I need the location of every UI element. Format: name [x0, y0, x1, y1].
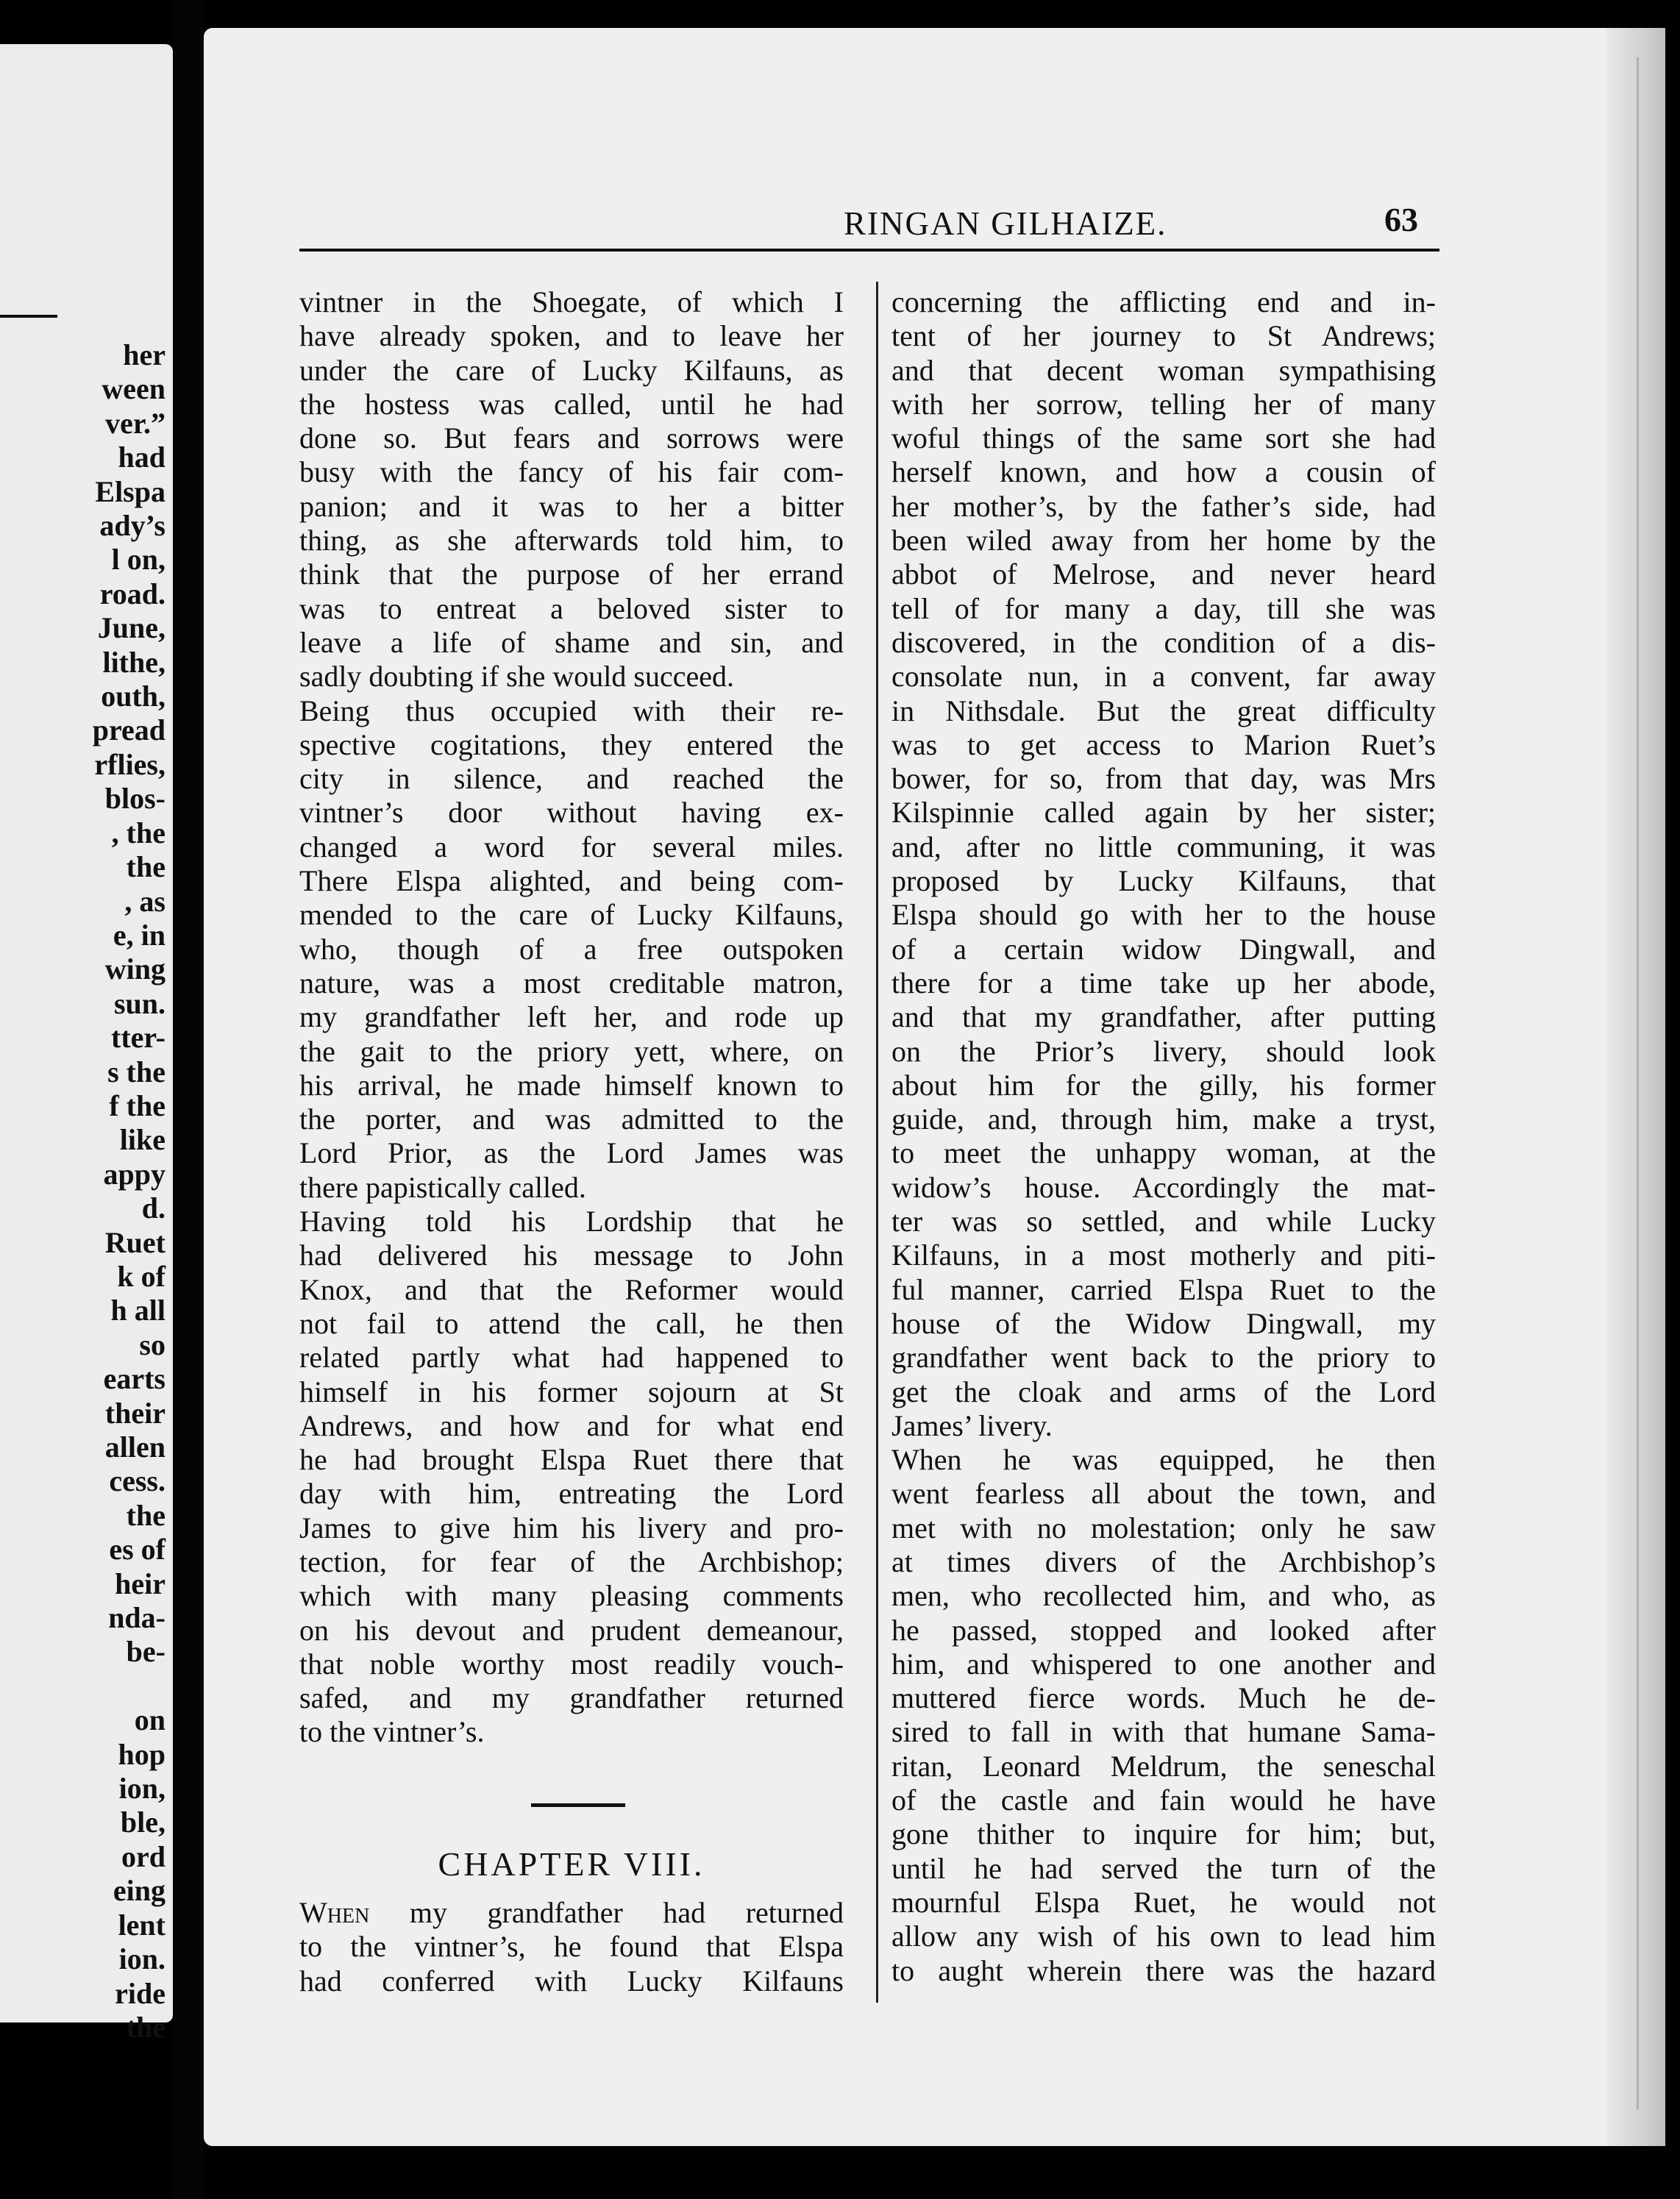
previous-page-fragment: had — [118, 441, 165, 474]
text-line: and, after no little communing, it was — [891, 830, 1436, 863]
text-line: of the castle and fain would he have — [891, 1783, 1436, 1817]
text-line: allow any wish of his own to lead him — [891, 1920, 1436, 1953]
text-line: day with him, entreating the Lord — [299, 1477, 844, 1511]
text-line: have already spoken, and to leave her — [299, 319, 844, 353]
text-line: on his devout and prudent demeanour, — [299, 1613, 844, 1647]
previous-page-fragment: ween — [102, 372, 165, 406]
previous-page-fragment: nda- — [108, 1601, 165, 1635]
text-line: was to entreat a beloved sister to — [299, 591, 844, 625]
previous-page-fragment: ady’s — [99, 509, 165, 543]
previous-page-fragment: eing — [113, 1874, 165, 1908]
previous-page-fragment: , as — [124, 884, 165, 918]
text-line: and that my grandfather, after putting — [891, 1000, 1436, 1034]
previous-page-fragment: ble, — [120, 1806, 165, 1839]
text-line: leave a life of shame and sin, and — [299, 625, 844, 659]
previous-page-fragment: Elspa — [95, 474, 165, 508]
text-line: nature, was a most creditable matron, — [299, 966, 844, 999]
text-line: discovered, in the condition of a dis- — [891, 625, 1436, 659]
running-title: RINGAN GILHAIZE. — [844, 205, 1167, 242]
text-line: there for a time take up her abode, — [891, 966, 1436, 999]
text-line: done so. But fears and sorrows were — [299, 421, 844, 455]
text-line: busy with the fancy of his fair com- — [299, 455, 844, 489]
text-line: Kilfauns, in a most motherly and piti- — [891, 1239, 1436, 1272]
chapter-opening-text — [299, 1896, 844, 1998]
text-line: muttered fierce words. Much he de- — [891, 1681, 1436, 1715]
text-line: safed, and my grandfather returned — [299, 1681, 844, 1715]
previous-page-fragment: blos- — [104, 782, 165, 816]
text-line: Kilspinnie called again by her sister; — [891, 796, 1436, 830]
text-line: to meet the unhappy woman, at the — [891, 1136, 1436, 1170]
previous-page-fragment: their — [104, 1396, 165, 1430]
text-line: tent of her journey to St Andrews; — [891, 319, 1436, 353]
previous-page-fragment: road. — [99, 577, 165, 610]
text-line: Lord Prior, as the Lord James was — [299, 1136, 844, 1170]
previous-page-fragment: cess. — [109, 1464, 165, 1498]
previous-page-fragment: her — [123, 338, 165, 371]
text-line: of a certain widow Dingwall, and — [891, 932, 1436, 966]
previous-page-fragment: the — [126, 2010, 165, 2044]
text-line: mournful Elspa Ruet, he would not — [891, 1885, 1436, 1919]
text-line: gone thither to inquire for him; but, — [891, 1817, 1436, 1851]
text-line: at times divers of the Archbishop’s — [891, 1544, 1436, 1578]
text-line: widow’s house. Accordingly the mat- — [891, 1170, 1436, 1204]
text-line: city in silence, and reached the — [299, 762, 844, 796]
previous-page-fragment: wing — [104, 952, 165, 986]
book-gutter — [173, 0, 204, 2199]
previous-page-fragment: sun. — [113, 986, 165, 1020]
previous-page-rule — [0, 315, 57, 318]
text-line: spective cogitations, they entered the — [299, 727, 844, 761]
text-line: mended to the care of Lucky Kilfauns, — [299, 898, 844, 932]
text-line: was to get access to Marion Ruet’s — [891, 727, 1436, 761]
text-line: under the care of Lucky Kilfauns, as — [299, 353, 844, 387]
previous-page-fragment: appy — [103, 1157, 165, 1191]
page-edge-shadow — [1606, 28, 1665, 2146]
text-line: until he had served the turn of the — [891, 1851, 1436, 1885]
text-line: abbot of Melrose, and never heard — [891, 557, 1436, 591]
left-column-text — [299, 285, 844, 1750]
previous-page-fragment: es of — [109, 1533, 165, 1567]
text-line: to the vintner’s, he found that Elspa — [299, 1930, 844, 1964]
chapter-first-line-rest: my grandfather had returned — [369, 1896, 844, 1929]
text-line: guide, and, through him, make a tryst, — [891, 1102, 1436, 1136]
right-column-text — [891, 285, 1436, 1988]
text-line: to aught wherein there was the hazard — [891, 1953, 1436, 1987]
previous-page-fragment: be- — [126, 1635, 165, 1669]
previous-page-fragment: ride — [115, 1976, 165, 2010]
text-line: sadly doubting if she would succeed. — [299, 660, 734, 694]
text-line: panion; and it was to her a bitter — [299, 489, 844, 523]
book-page — [204, 28, 1665, 2146]
text-line: himself in his former sojourn at St — [299, 1375, 844, 1408]
chapter-drop-word: When — [299, 1896, 370, 1929]
text-line: that noble worthy most readily vouch- — [299, 1647, 844, 1681]
text-line: When he was equipped, he then — [891, 1443, 1436, 1477]
previous-page-fragment: allen — [104, 1430, 165, 1464]
text-line: bower, for so, from that day, was Mrs — [891, 762, 1436, 796]
text-line: get the cloak and arms of the Lord — [891, 1375, 1436, 1408]
text-line: changed a word for several miles. — [299, 830, 844, 863]
previous-page-fragment: the — [126, 850, 165, 884]
text-line: Elspa should go with her to the house — [891, 898, 1436, 932]
text-line: tection, for fear of the Archbishop; — [299, 1544, 844, 1578]
header-rule — [299, 249, 1439, 252]
text-line: the porter, and was admitted to the — [299, 1102, 844, 1136]
text-line: ter was so settled, and while Lucky — [891, 1205, 1436, 1239]
previous-page-text-fragments — [93, 338, 165, 2045]
text-line: concerning the afflicting end and in- — [891, 285, 1436, 318]
text-line: vintner in the Shoegate, of which I — [299, 285, 844, 318]
previous-page-fragment: l on, — [111, 543, 165, 577]
page-number: 63 — [1384, 201, 1418, 238]
text-line: her mother’s, by the father’s side, had — [891, 489, 1436, 523]
text-line: thing, as she afterwards told him, to — [299, 524, 844, 557]
text-line: with her sorrow, telling her of many — [891, 387, 1436, 421]
previous-page-fragment — [93, 1669, 165, 1703]
text-line: vintner’s door without having ex- — [299, 796, 844, 830]
text-line: on the Prior’s livery, should look — [891, 1034, 1436, 1068]
text-line: sired to fall in with that humane Sama- — [891, 1715, 1436, 1749]
text-line: my grandfather left her, and rode up — [299, 1000, 844, 1034]
text-line: not fail to attend the call, he then — [299, 1306, 844, 1340]
text-line: ful manner, carried Elspa Ruet to the — [891, 1272, 1436, 1306]
text-line: ritan, Leonard Meldrum, the seneschal — [891, 1749, 1436, 1783]
previous-page-fragment: rflies, — [94, 747, 165, 781]
text-line: about him for the gilly, his former — [891, 1068, 1436, 1102]
chapter-heading: CHAPTER VIII. — [438, 1845, 705, 1883]
text-line: and that decent woman sympathising — [891, 353, 1436, 387]
text-line: he passed, stopped and looked after — [891, 1613, 1436, 1647]
previous-page-fragment: earts — [103, 1362, 165, 1396]
text-line: him, and whispered to one another and — [891, 1647, 1436, 1681]
previous-page-fragment: e, in — [113, 918, 165, 952]
text-line: proposed by Lucky Kilfauns, that — [891, 864, 1436, 898]
previous-page-fragment: lent — [118, 1908, 165, 1942]
text-line: related partly what had happened to — [299, 1341, 844, 1375]
previous-page-edge — [0, 44, 173, 2044]
text-line: the hostess was called, until he had — [299, 387, 844, 421]
previous-page-fragment: ord — [121, 1839, 165, 1873]
previous-page-fragment: , the — [111, 816, 165, 849]
previous-page-fragment: lithe, — [102, 645, 165, 679]
text-line: in Nithsdale. But the great difficulty — [891, 694, 1436, 727]
previous-page-fragment: ion. — [118, 1942, 165, 1976]
text-line: Knox, and that the Reformer would — [299, 1272, 844, 1306]
previous-page-fragment: k of — [117, 1259, 165, 1293]
previous-page-fragment: h all — [110, 1294, 165, 1327]
text-line: Having told his Lordship that he — [299, 1205, 844, 1239]
previous-page-fragment: the — [126, 1498, 165, 1532]
text-line: James to give him his livery and pro- — [299, 1511, 844, 1544]
previous-page-fragment: on — [134, 1703, 165, 1737]
text-line: met with no molestation; only he saw — [891, 1511, 1436, 1544]
text-line: had conferred with Lucky Kilfauns — [299, 1964, 844, 1997]
chapter-separator-rule — [531, 1803, 625, 1807]
text-line: there papistically called. — [299, 1170, 586, 1204]
previous-page-fragment: pread — [92, 713, 165, 747]
text-line: been wiled away from her home by the — [891, 524, 1436, 557]
text-line: men, who recollected him, and who, as — [891, 1579, 1436, 1613]
previous-page-fragment: hop — [118, 1737, 165, 1771]
previous-page-fragment: tter- — [111, 1021, 165, 1055]
text-line: who, though of a free outspoken — [299, 932, 844, 966]
text-line: his arrival, he made himself known to — [299, 1068, 844, 1102]
text-line: think that the purpose of her errand — [299, 557, 844, 591]
previous-page-fragment: so — [139, 1327, 165, 1361]
previous-page-fragment: like — [119, 1123, 165, 1157]
column-divider — [876, 282, 878, 2003]
text-line: had delivered his message to John — [299, 1239, 844, 1272]
text-line: to the vintner’s. — [299, 1715, 485, 1749]
text-line: which with many pleasing comments — [299, 1579, 844, 1613]
previous-page-fragment: Ruet — [104, 1225, 165, 1259]
page-edge-line — [1637, 57, 1639, 2109]
previous-page-fragment: outh, — [101, 680, 165, 713]
text-line: he had brought Elspa Ruet there that — [299, 1443, 844, 1477]
text-line: herself known, and how a cousin of — [891, 455, 1436, 489]
text-line: house of the Widow Dingwall, my — [891, 1306, 1436, 1340]
text-line: went fearless all about the town, and — [891, 1477, 1436, 1511]
previous-page-fragment: s the — [107, 1055, 165, 1088]
text-line: consolate nun, in a convent, far away — [891, 660, 1436, 694]
text-line — [299, 1896, 844, 1930]
text-line: There Elspa alighted, and being com- — [299, 864, 844, 898]
text-line: James’ livery. — [891, 1408, 1053, 1442]
previous-page-fragment: f the — [109, 1088, 165, 1122]
previous-page-fragment: ion, — [118, 1772, 165, 1806]
previous-page-fragment: ver.” — [105, 406, 165, 440]
previous-page-fragment: heir — [115, 1567, 165, 1600]
text-line: woful things of the same sort she had — [891, 421, 1436, 455]
text-line: Andrews, and how and for what end — [299, 1408, 844, 1442]
previous-page-fragment: June, — [97, 611, 165, 645]
text-line: tell of for many a day, till she was — [891, 591, 1436, 625]
previous-page-fragment: d. — [141, 1191, 165, 1225]
text-line: Being thus occupied with their re- — [299, 694, 844, 727]
text-line: grandfather went back to the priory to — [891, 1341, 1436, 1375]
text-line: the gait to the priory yett, where, on — [299, 1034, 844, 1068]
